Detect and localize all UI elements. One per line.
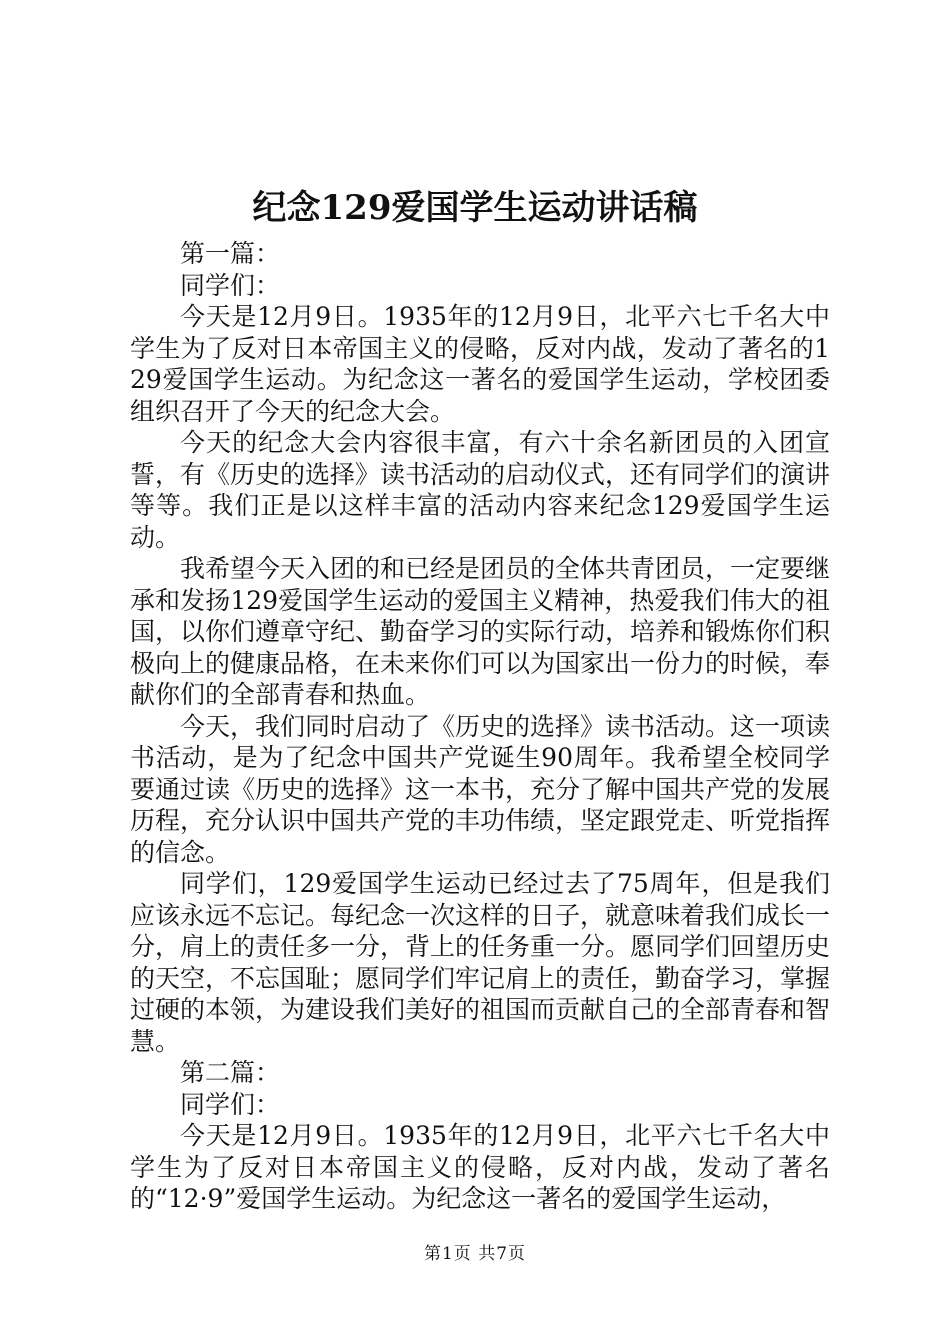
paragraph: 今天是12月9日。1935年的12月9日，北平六七千名大中学生为了反对日本帝国主义的侵略，反对内战，发动了著名的“12·9”爱国学生运动。为纪念这一著名的爱国学生运动， — [130, 1121, 830, 1213]
paragraph: 今天的纪念大会内容很丰富，有六十余名新团员的入团宣誓，有《历史的选择》读书活动的启动仪式，还有同学们的演讲等等。我们正是以这样丰富的活动内容来纪念129爱国学生运动。 — [130, 428, 831, 552]
document-title: 纪念129爱国学生运动讲话稿 — [252, 188, 698, 228]
paragraph: 今天是12月9日。1935年的12月9日，北平六七千名大中学生为了反对日本帝国主义的侵略，反对内战，发动了著名的129爱国学生运动。为纪念这一著名的爱国学生运动，学校团委组织召开了今天的纪念大会。 — [130, 302, 830, 426]
page-footer: 第1页 共7页 — [423, 1244, 527, 1264]
section-heading-2: 第二篇： — [180, 1058, 281, 1087]
salutation: 同学们： — [180, 270, 281, 300]
salutation: 同学们： — [180, 1089, 281, 1119]
section-heading-1: 第一篇： — [180, 239, 281, 268]
paragraph: 今天，我们同时启动了《历史的选择》读书活动。这一项读书活动，是为了纪念中国共产党诞生90周年。我希望全校同学要通过读《历史的选择》这一本书，充分了解中国共产党的发展历程，充分认识中国共产党的丰功伟绩，坚定跟党走、听党指挥的信念。 — [130, 711, 831, 867]
document-body — [130, 238, 830, 1215]
paragraph: 同学们，129爱国学生运动已经过去了75周年，但是我们应该永远不忘记。每纪念一次这样的日子，就意味着我们成长一分，肩上的责任多一分，背上的任务重一分。愿同学们回望历史的天空，不忘国耻；愿同学们牢记肩上的责任，勤奋学习，掌握过硬的本领，为建设我们美好的祖国而贡献自己的全部青春和智慧。 — [130, 869, 831, 1056]
paragraph: 我希望今天入团的和已经是团员的全体共青团员，一定要继承和发扬129爱国学生运动的爱国主义精神，热爱我们伟大的祖国，以你们遵章守纪、勤奋学习的实际行动，培养和锻炼你们积极向上的健康品格，在未来你们可以为国家出一份力的时候，奉献你们的全部青春和热血。 — [130, 554, 831, 709]
